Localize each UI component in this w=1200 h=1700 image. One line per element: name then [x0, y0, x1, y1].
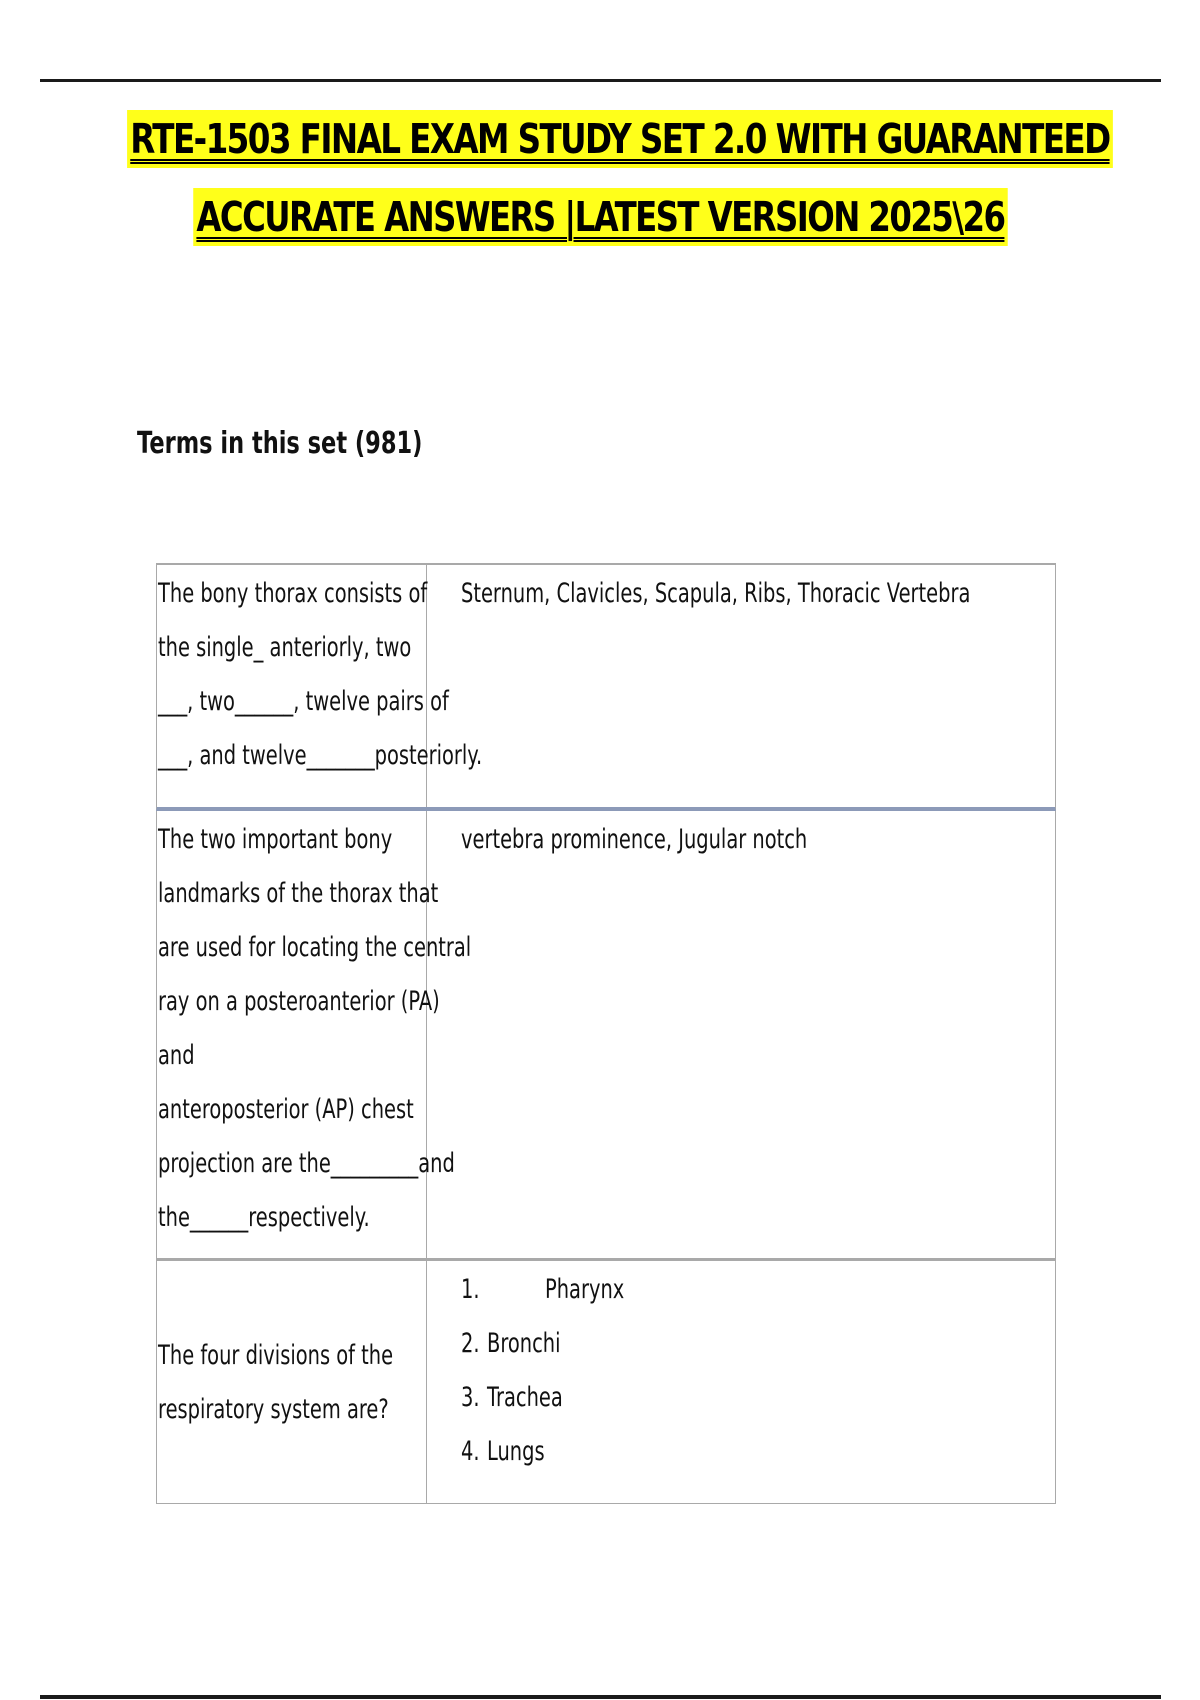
answer-item-number: 2.: [461, 1328, 480, 1359]
question-line: projection are the_________and: [158, 1148, 455, 1179]
bottom-rule: [40, 1695, 1161, 1699]
question-line: landmarks of the thorax that: [158, 878, 439, 909]
term-row: [156, 1259, 1056, 1504]
terms-table: [156, 563, 1056, 1504]
answer-item-text: Lungs: [486, 1436, 545, 1467]
term-row: [156, 811, 1056, 1259]
answer-item-number: 1.: [461, 1274, 480, 1305]
term-row: [156, 563, 1056, 811]
answer-item-text: Pharynx: [544, 1274, 625, 1305]
question-line: the______respectively.: [158, 1202, 370, 1233]
answer-list: [461, 1263, 1055, 1479]
term-answer: [427, 811, 1055, 1258]
title-line-2: ACCURATE ANSWERS |LATEST VERSION 2025\26: [193, 188, 1007, 246]
term-answer: [427, 1261, 1055, 1503]
answer-item-number: 3.: [461, 1382, 480, 1413]
answer-line: Sternum, Clavicles, Scapula, Ribs, Thoracic Vertebra: [461, 578, 971, 609]
answer-item-text: Trachea: [486, 1382, 563, 1413]
question-line: ___, and twelve_______posteriorly.: [158, 740, 483, 771]
question-line: The two important bony: [158, 824, 393, 855]
answer-item-number: 4.: [461, 1436, 480, 1467]
answer-list-item: [461, 1425, 1055, 1479]
terms-count-heading: Terms in this set (981): [137, 426, 423, 461]
term-answer: [427, 565, 1168, 807]
question-line: respiratory system are?: [158, 1394, 389, 1425]
question-line: ___, two______, twelve pairs of: [158, 686, 449, 717]
term-question: [157, 1261, 427, 1503]
document-title: [0, 110, 1200, 246]
answer-line: vertebra prominence, Jugular notch: [461, 824, 808, 855]
answer-list-item: [461, 1263, 1055, 1317]
term-question: [157, 565, 483, 807]
question-line: are used for locating the central: [158, 932, 472, 963]
question-line: ray on a posteroanterior (PA): [158, 986, 440, 1017]
answer-item-text: Bronchi: [486, 1328, 561, 1359]
question-line: anteroposterior (AP) chest: [158, 1094, 414, 1125]
question-line: The four divisions of the: [158, 1340, 394, 1371]
answer-list-item: [461, 1317, 1055, 1371]
question-line: and: [158, 1040, 195, 1071]
title-line-1: RTE-1503 FINAL EXAM STUDY SET 2.0 WITH GUARANTEED: [127, 110, 1113, 168]
question-line: the single_ anteriorly, two: [158, 632, 412, 663]
term-question: [157, 811, 472, 1258]
top-rule: [40, 79, 1161, 82]
answer-list-item: [461, 1371, 1055, 1425]
question-line: The bony thorax consists of: [158, 578, 428, 609]
